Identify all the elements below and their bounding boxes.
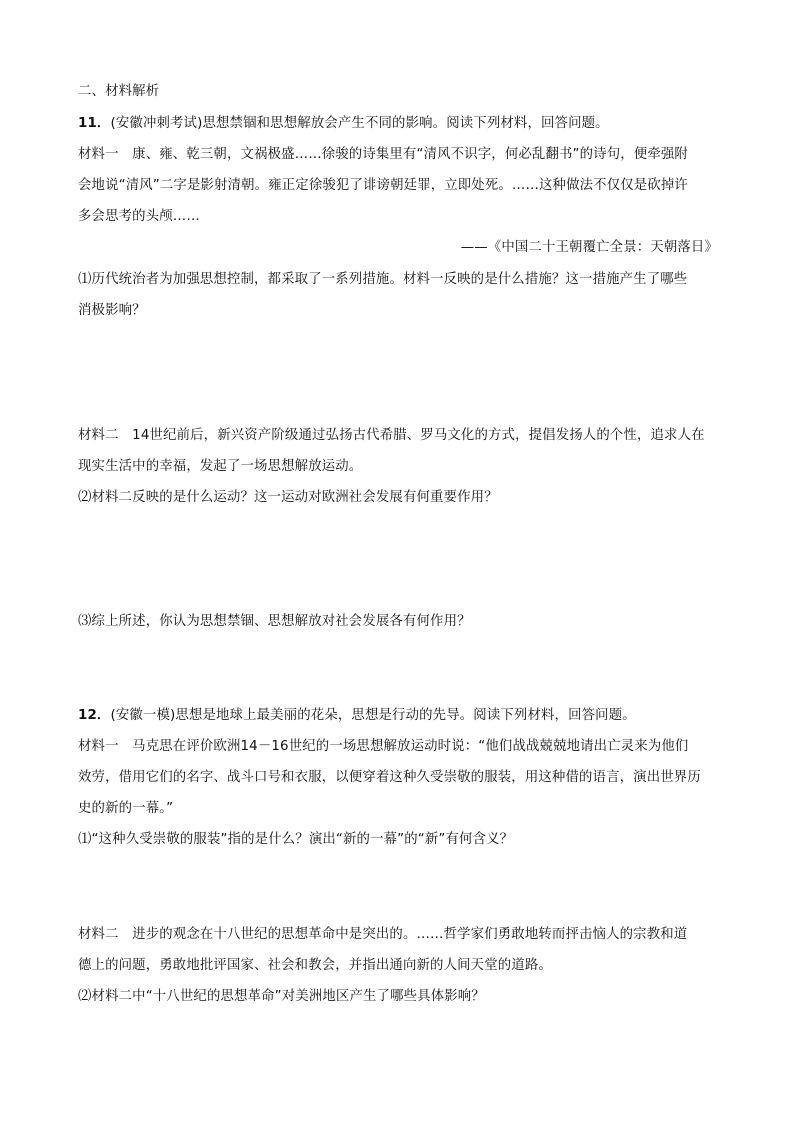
q12-material-1-line: 材料一 马克思在评价欧洲14－16世纪的一场思想解放运动时说：“他们战战兢兢地请出亡灵来为他们 (78, 739, 689, 754)
question-12-number: 12． (78, 708, 111, 723)
q12-material-2-line: 材料二 进步的观念在十八世纪的思想革命中是突出的。……哲学家们勇敢地转而抨击恼人的宗教和道 (78, 927, 688, 942)
question-11-number: 11． (78, 116, 111, 131)
q11-material-2-line: 材料二 14世纪前后，新兴资产阶级通过弘扬古代希腊、罗马文化的方式，提倡发扬人的个性，追求人在 (78, 428, 705, 443)
q11-material-1-line: 材料一 康、雍、乾三朝，文祸极盛……徐骏的诗集里有“清风不识字，何必乱翻书”的诗句，便牵强附 (78, 147, 688, 162)
section-title: 二、材料解析 (78, 84, 160, 99)
question-11-stem (78, 114, 718, 134)
q11-sub-question-1-line: ⑴历代统治者为加强思想控制，都采取了一系列措施。材料一反映的是什么措施？这一措施产生了哪些 (78, 272, 688, 287)
q12-material-2-line: 德上的问题，勇敢地批评国家、社会和教会，并指出通向新的人间天堂的道路。 (78, 958, 552, 973)
question-12-stem (78, 706, 718, 726)
q12-sub-question-2: ⑵材料二中“十八世纪的思想革命”对美洲地区产生了哪些具体影响？ (78, 989, 485, 1004)
question-11-stem-text: (安徽冲刺考试)思想禁锢和思想解放会产生不同的影响。阅读下列材料，回答问题。 (110, 116, 609, 131)
q11-material-1-source: ——《中国二十王朝覆亡全景：天朝落日》 (460, 240, 718, 255)
q11-material-1-line: 会地说“清风”二字是影射清朝。雍正定徐骏犯了诽谤朝廷罪，立即处死。……这种做法不仅仅是砍掉许 (78, 178, 688, 193)
q11-sub-question-3: ⑶综上所述，你认为思想禁锢、思想解放对社会发展各有何作用？ (78, 614, 471, 629)
q12-sub-question-1: ⑴“这种久受崇敬的服装”指的是什么？演出“新的一幕”的“新”有何含义？ (78, 832, 514, 847)
q11-sub-question-2: ⑵材料二反映的是什么运动？这一运动对欧洲社会发展有何重要作用？ (78, 490, 498, 505)
q12-material-1-line: 效劳，借用它们的名字、战斗口号和衣服，以便穿着这种久受崇敬的服装，用这种借的语言，演出世界历 (78, 770, 701, 785)
question-12-stem-text: (安徽一模)思想是地球上最美丽的花朵，思想是行动的先导。阅读下列材料，回答问题。 (110, 708, 636, 723)
q12-material-1-line: 史的新的一幕。” (78, 801, 174, 816)
q11-sub-question-1-line: 消极影响？ (78, 303, 146, 318)
q11-material-1-line: 多会思考的头颅…… (78, 209, 200, 224)
q11-material-2-line: 现实生活中的幸福，发起了一场思想解放运动。 (78, 459, 363, 474)
